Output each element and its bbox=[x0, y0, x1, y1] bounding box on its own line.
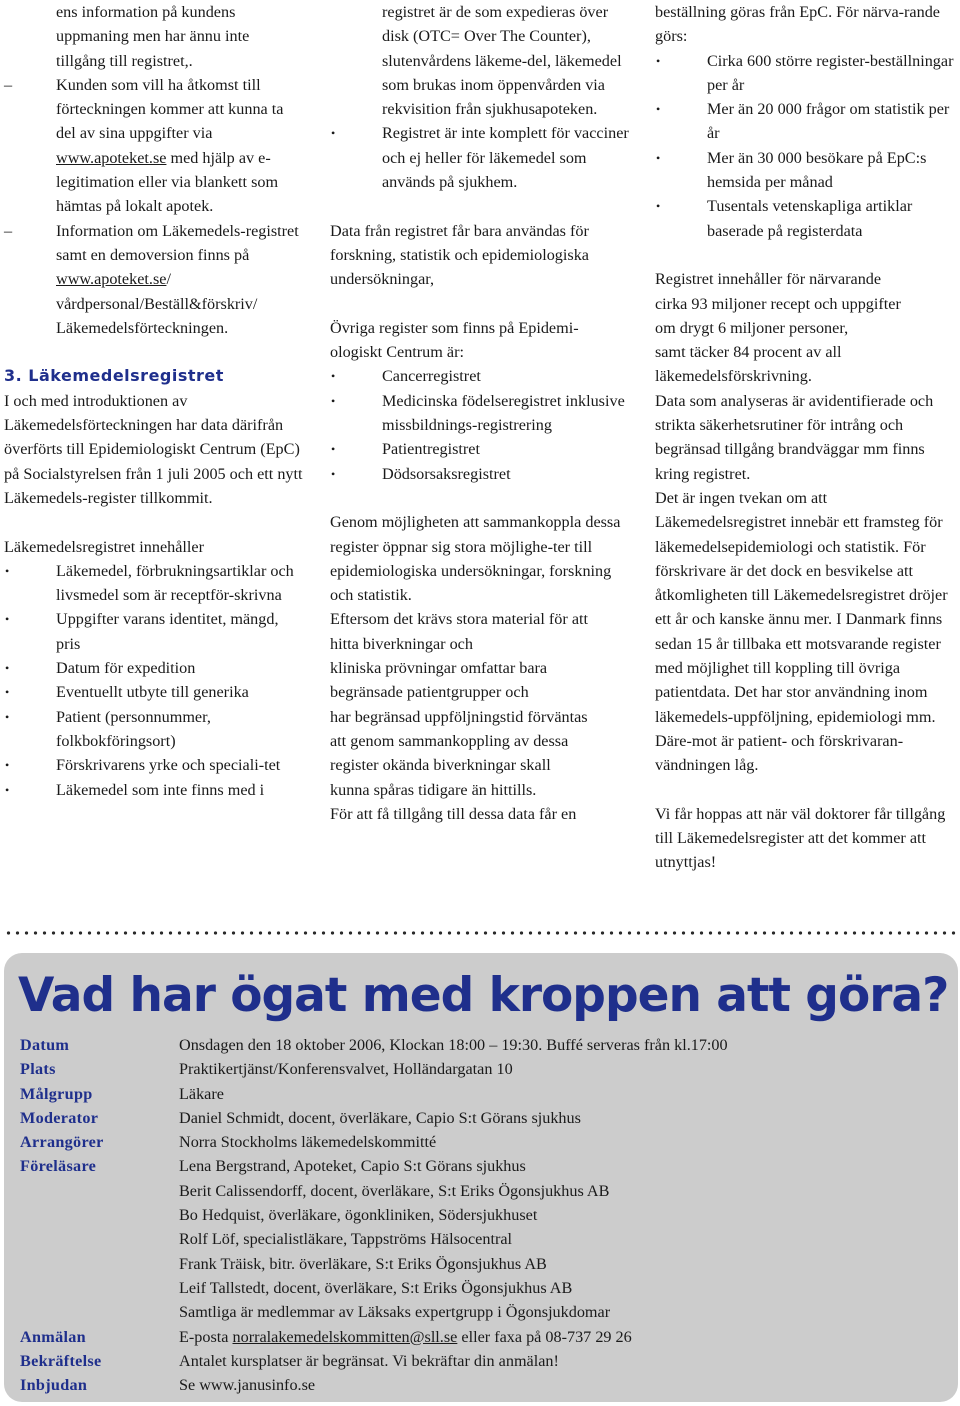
stats-list bbox=[655, 49, 955, 243]
apoteket-link[interactable]: www.apoteket.se bbox=[56, 148, 167, 167]
speakers-row bbox=[20, 1300, 728, 1324]
confirm-value: Antalet kursplatser är begränsat. Vi bekräftar din anmälan! bbox=[179, 1351, 559, 1370]
hope-paragraph: Vi får hoppas att när väl doktorer får tillgång till Läkemedelsregister att det kommer att utnyttjas! bbox=[655, 804, 946, 872]
speaker: Bo Hedquist, överläkare, ögonkliniken, Södersjukhuset bbox=[179, 1206, 538, 1225]
section-paragraph: I och med introduktionen av Läkemedelsförteckningen har data därifrån överförts till Epidemiologiskt Centrum (EpC) på Socialstyrelsen från 1 juli 2005 och ett nytt Läkemedels-register tillkommit. bbox=[4, 391, 303, 507]
list-item: • Läkemedel som inte finns med i bbox=[4, 778, 304, 802]
other-registers-list bbox=[330, 364, 630, 485]
event-value: Praktikertjänst/Konferensvalvet, Holländargatan 10 bbox=[179, 1060, 513, 1079]
material-line: begränsade patientgrupper och bbox=[330, 683, 529, 702]
event-value: Daniel Schmidt, docent, överläkare, Capio S:t Görans sjukhus bbox=[179, 1108, 581, 1127]
list-item: • Patient (personnummer, folkbokföringsort) bbox=[4, 705, 304, 754]
list-item: • Eventuellt utbyte till generika bbox=[4, 680, 304, 704]
event-value: Onsdagen den 18 oktober 2006, Klockan 18:00 – 19:30. Buffé serveras från kl.17:00 bbox=[179, 1036, 728, 1054]
signup-label: Anmälan bbox=[20, 1327, 86, 1346]
list-item: • Cancerregistret bbox=[330, 364, 630, 388]
stats-intro: beställning göras från EpC. För närva-rande görs: bbox=[655, 3, 940, 46]
column-1 bbox=[4, 0, 304, 802]
list-item: • Medicinska födelseregistret inklusive missbildnings-registrering bbox=[330, 389, 630, 438]
material-line: Eftersom det krävs stora material för att bbox=[330, 610, 589, 629]
event-row bbox=[20, 1130, 728, 1154]
contains-list bbox=[4, 559, 304, 802]
speaker: Samtliga är medlemmar av Läksaks expertgrupp i Ögonsjukdomar bbox=[179, 1303, 611, 1322]
conclusion-paragraph: Det är ingen tvekan om att Läkemedelsregistret innebär ett framsteg för läkemedelsepidemiologi och statistik. För förskrivare är det dock en besvikelse att åtkomligheten till Läkemedelsregistret dröjer ett år och kanske ännu mer. I Danmark finns sedan 15 år tillbaka ett motsvarande register med möjlighet till koppling till övriga patientdata. Det har stor användning inom läkemedels-uppföljning, epidemiologi mm. Däre-mot är patient- och förskrivaran-vändningen låg. bbox=[655, 488, 948, 775]
registry-line: om drygt 6 miljoner personer, bbox=[655, 318, 849, 337]
section-heading: 3. Läkemedelsregistret bbox=[4, 366, 224, 386]
material-line: kunna spåras tidigare än hittills. bbox=[330, 780, 537, 799]
speaker: Leif Tallstedt, docent, överläkare, S:t Eriks Ögonsjukhus AB bbox=[179, 1278, 573, 1297]
list-item: • Registret är inte komplett för vacciner och ej heller för läkemedel som används på sjukhem. bbox=[330, 121, 630, 194]
analysis-paragraph: Data som analyseras är avidentifierade och strikta säkerhetsrutiner för intrång och begränsad tillgång brandväggar mm finns kring registret. bbox=[655, 391, 934, 483]
event-row bbox=[20, 1033, 728, 1057]
speakers-row bbox=[20, 1252, 728, 1276]
list-item: • Förskrivarens yrke och speciali-tet bbox=[4, 753, 304, 777]
invite-label: Inbjudan bbox=[20, 1376, 88, 1395]
speakers-row bbox=[20, 1227, 728, 1251]
confirm-label: Bekräftelse bbox=[20, 1351, 102, 1370]
list-item: • Cirka 600 större register-beställningar per år bbox=[655, 49, 955, 98]
column-2 bbox=[330, 0, 630, 826]
event-details bbox=[20, 1033, 728, 1397]
event-row bbox=[20, 1057, 728, 1081]
speakers-row bbox=[20, 1154, 728, 1178]
speakers-label: Föreläsare bbox=[20, 1157, 97, 1176]
event-headline: Vad har ögat med kroppen att göra? bbox=[18, 968, 949, 1023]
signup-row: Anmälan E-posta norralakemedelskommitten@sll.se eller faxa på 08-737 29 26 bbox=[20, 1325, 728, 1349]
list-item: • Datum för expedition bbox=[4, 656, 304, 680]
speakers-row bbox=[20, 1276, 728, 1300]
event-label: Arrangörer bbox=[20, 1133, 104, 1152]
event-row bbox=[20, 1106, 728, 1130]
material-line: register okända biverkningar skall bbox=[330, 756, 551, 775]
material-line: hitta biverkningar och bbox=[330, 634, 473, 653]
speakers-row bbox=[20, 1179, 728, 1203]
intro-line: tillgång till registret,. bbox=[56, 51, 193, 70]
event-label: Moderator bbox=[20, 1108, 99, 1127]
confirm-row bbox=[20, 1349, 728, 1373]
dash-item: – Information om Läkemedels-registret samt en demoversion finns på www.apoteket.se/ vårdpersonal/Beställ&förskriv/ Läkemedelsförteckningen. bbox=[4, 219, 304, 340]
apoteket-link[interactable]: www.apoteket.se bbox=[56, 270, 167, 289]
event-row bbox=[20, 1082, 728, 1106]
list-item: • Patientregistret bbox=[330, 437, 630, 461]
list-item: • Mer än 20 000 frågor om statistik per år bbox=[655, 97, 955, 146]
invite-row bbox=[20, 1373, 728, 1397]
event-value: Läkare bbox=[179, 1084, 224, 1103]
dash-list bbox=[4, 73, 304, 340]
list-item: • Tusentals vetenskapliga artiklar baserade på registerdata bbox=[655, 194, 955, 243]
material-line: För att få tillgång till dessa data får en bbox=[330, 804, 577, 823]
intro-line: ens information på kundens bbox=[56, 3, 236, 21]
speakers-row bbox=[20, 1203, 728, 1227]
list-item: • Läkemedel, förbrukningsartiklar och livsmedel som är receptför-skrivna bbox=[4, 559, 304, 608]
column-3 bbox=[655, 0, 955, 875]
list-item: • Mer än 30 000 besökare på EpC:s hemsida per månad bbox=[655, 146, 955, 195]
list-item: • Dödsorsaksregistret bbox=[330, 462, 630, 486]
list-item: registret är de som expedieras över disk (OTC= Over The Counter), slutenvårdens läkeme-del, läkemedel som brukas inom öppenvården via rekvisition från sjukhusapoteken. bbox=[382, 3, 622, 119]
material-line: kliniska prövningar omfattar bara bbox=[330, 659, 548, 678]
event-label: Målgrupp bbox=[20, 1084, 93, 1103]
speaker: Berit Calissendorff, docent, överläkare, S:t Eriks Ögonsjukhus AB bbox=[179, 1181, 610, 1200]
event-label: Datum bbox=[20, 1036, 70, 1054]
speaker: Lena Bergstrand, Apoteket, Capio S:t Görans sjukhus bbox=[179, 1157, 526, 1176]
dash-item: – Kunden som vill ha åtkomst till förteckningen kommer att kunna ta del av sina uppgifter via www.apoteket.se med hjälp av e-legitimation eller via blankett som hämtas på lokalt apotek. bbox=[4, 73, 304, 219]
excluded-list bbox=[330, 0, 630, 194]
intro-line: uppmaning men har ännu inte bbox=[56, 27, 250, 46]
data-use-paragraph: Data från registret får bara användas för forskning, statistik och epidemiologiska undersökningar, bbox=[330, 221, 589, 289]
registry-line: samt täcker 84 procent av all bbox=[655, 343, 842, 362]
signup-email-link[interactable]: norralakemedelskommitten@sll.se bbox=[232, 1327, 458, 1346]
registry-line: cirka 93 miljoner recept och uppgifter bbox=[655, 294, 901, 313]
other-registers-intro: Övriga register som finns på Epidemi-ologiskt Centrum är: bbox=[330, 318, 579, 362]
speaker: Frank Träisk, bitr. överläkare, S:t Eriks Ögonsjukhus AB bbox=[179, 1254, 547, 1273]
registry-line: Registret innehåller för närvarande bbox=[655, 270, 882, 289]
dotted-divider bbox=[4, 930, 956, 936]
event-value: Norra Stockholms läkemedelskommitté bbox=[179, 1133, 437, 1152]
speaker: Rolf Löf, specialistläkare, Tappströms Hälsocentral bbox=[179, 1230, 513, 1249]
contains-intro: Läkemedelsregistret innehåller bbox=[4, 537, 205, 556]
list-item: • Uppgifter varans identitet, mängd, pris bbox=[4, 607, 304, 656]
linking-paragraph: Genom möjligheten att sammankoppla dessa register öppnar sig stora möjlighe-ter till epidemiologiska undersökningar, forskning och statistik. bbox=[330, 513, 621, 605]
material-line: att genom sammankoppling av dessa bbox=[330, 731, 569, 750]
event-label: Plats bbox=[20, 1060, 56, 1079]
material-line: har begränsad uppföljningstid förväntas bbox=[330, 707, 588, 726]
invite-value: Se www.janusinfo.se bbox=[179, 1376, 316, 1395]
registry-line: läkemedelsförskrivning. bbox=[655, 367, 812, 386]
